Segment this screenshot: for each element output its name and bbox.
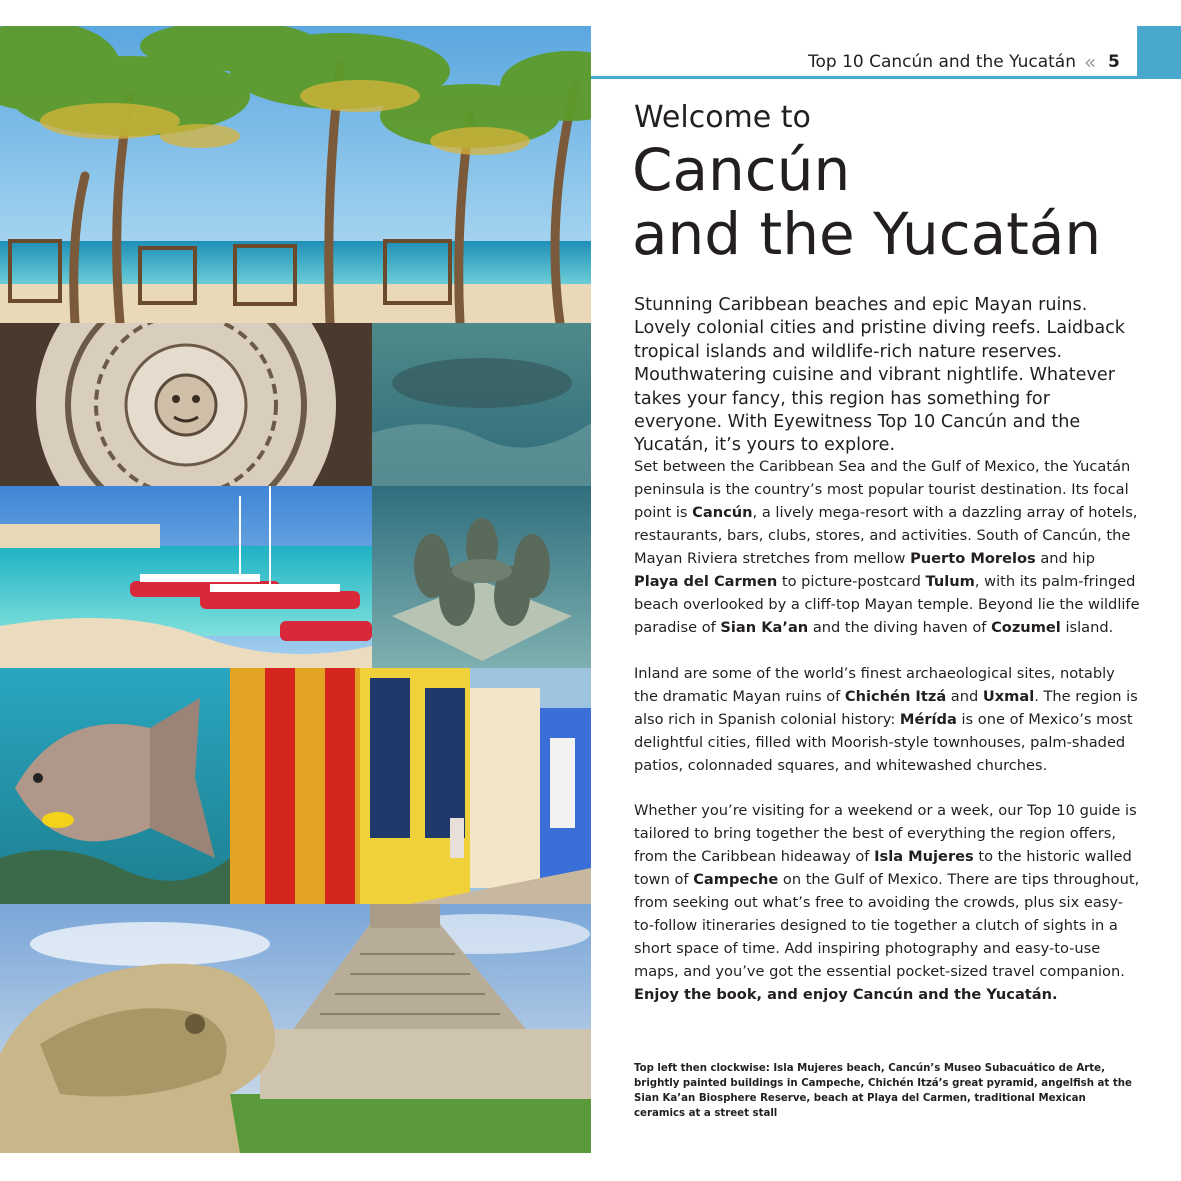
text-run: and the diving haven of xyxy=(808,619,992,636)
text-run: . The region is also rich in Spanish colonial history: xyxy=(634,688,1138,728)
text-run: Set between the Caribbean Sea and the Gulf of Mexico, the Yucatán peninsula is the country’s most popular tourist destination. Its focal point is xyxy=(634,458,1131,521)
bold-place: Cancún xyxy=(692,504,753,521)
text-run: and hip xyxy=(1035,550,1095,567)
bold-place: Mérída xyxy=(899,711,957,728)
text-run: to picture-postcard xyxy=(777,573,926,590)
photo-underwater-surface xyxy=(372,323,591,486)
bold-place: Uxmal xyxy=(982,688,1035,705)
body-paragraph-2 xyxy=(634,662,1140,777)
photo-campeche-buildings xyxy=(230,668,591,904)
text-run: , with its palm-fringed beach overlooked by a cliff-top Mayan temple. Beyond lie the wildlife paradise of xyxy=(634,573,1140,636)
text-run: Inland are some of the world’s finest archaeological sites, notably the dramatic Mayan ruins of xyxy=(634,665,1115,705)
page-number: 5 xyxy=(1108,52,1120,72)
bold-place: Isla Mujeres xyxy=(874,848,974,865)
photo-collage xyxy=(0,26,591,1153)
bold-place: Sian Ka’an xyxy=(720,619,809,636)
bold-closing: Enjoy the book, and enjoy Cancún and the Yucatán. xyxy=(634,986,1058,1003)
text-run: is one of Mexico’s most delightful cities, filled with Moorish-style townhouses, palm-shaded patios, colonnaded squares, and whitewashed churches. xyxy=(634,711,1133,774)
bold-place: Tulum xyxy=(925,573,975,590)
bold-place: Campeche xyxy=(693,871,779,888)
text-run: island. xyxy=(1060,619,1114,636)
text-run: Whether you’re visiting for a weekend or a week, our Top 10 guide is tailored to bring together the best of everything the region offers, from the Caribbean hideaway of xyxy=(634,802,1137,865)
intro-paragraph: Stunning Caribbean beaches and epic Mayan ruins. Lovely colonial cities and pristine diving reefs. Laidback tropical islands and wildlife-rich nature reserves. Mouthwatering cuisine and vibrant nightlife. Whatever takes your fancy, this region has something for everyone. With Eyewitness Top 10 Cancún and the Yucatán, it’s yours to explore. xyxy=(634,295,1125,456)
bold-place: Chichén Itzá xyxy=(844,688,947,705)
caption-text: Isla Mujeres beach, Cancún’s Museo Subacuático de Arte, brightly painted buildings in Campeche, Chichén Itzá’s great pyramid, angelfish at the Sian Ka’an Biosphere Reserve, beach at Playa del Carmen, traditional Mexican ceramics at a street stall xyxy=(634,1063,1132,1119)
photo-museo-subacuatico xyxy=(372,486,591,668)
page-title xyxy=(632,138,1101,266)
photo-isla-mujeres-beach xyxy=(0,26,591,323)
photo-mexican-ceramics xyxy=(0,323,372,486)
guillemet-icon: « xyxy=(1084,50,1097,74)
text-run: on the Gulf of Mexico. There are tips throughout, from seeking out what’s free to avoiding the crowds, plus six easy-to-follow itineraries designed to tie together a clutch of sights in a short space of time. Add inspiring photography and easy-to-use maps, and you’ve got the essential pocket-sized travel companion. xyxy=(634,871,1140,980)
photo-chichen-itza-pyramid xyxy=(0,904,591,1153)
text-run: , a lively mega-resort with a dazzling array of hotels, restaurants, bars, clubs, stores, and activities. South of Cancún, the Mayan Riviera stretches from mellow xyxy=(634,504,1138,567)
caption-lead: Top left then clockwise: xyxy=(634,1063,770,1074)
title-line-1: Cancún xyxy=(632,136,851,204)
title-line-2: and the Yucatán xyxy=(632,200,1102,268)
header-rule xyxy=(591,76,1181,79)
photo-playa-del-carmen-beach xyxy=(0,486,372,668)
body-paragraph-3 xyxy=(634,799,1140,1006)
text-run: and xyxy=(946,688,983,705)
page-tab xyxy=(1137,26,1181,79)
photo-angelfish-sian-kaan xyxy=(0,668,230,904)
bold-place: Cozumel xyxy=(991,619,1061,636)
text-run: to the historic walled town of xyxy=(634,848,1132,888)
bold-place: Playa del Carmen xyxy=(634,573,778,590)
title-kicker: Welcome to xyxy=(634,100,811,135)
running-title: Top 10 Cancún and the Yucatán xyxy=(807,52,1076,72)
bold-place: Puerto Morelos xyxy=(910,550,1036,567)
body-paragraph-1 xyxy=(634,455,1140,639)
photo-caption xyxy=(634,1061,1134,1121)
